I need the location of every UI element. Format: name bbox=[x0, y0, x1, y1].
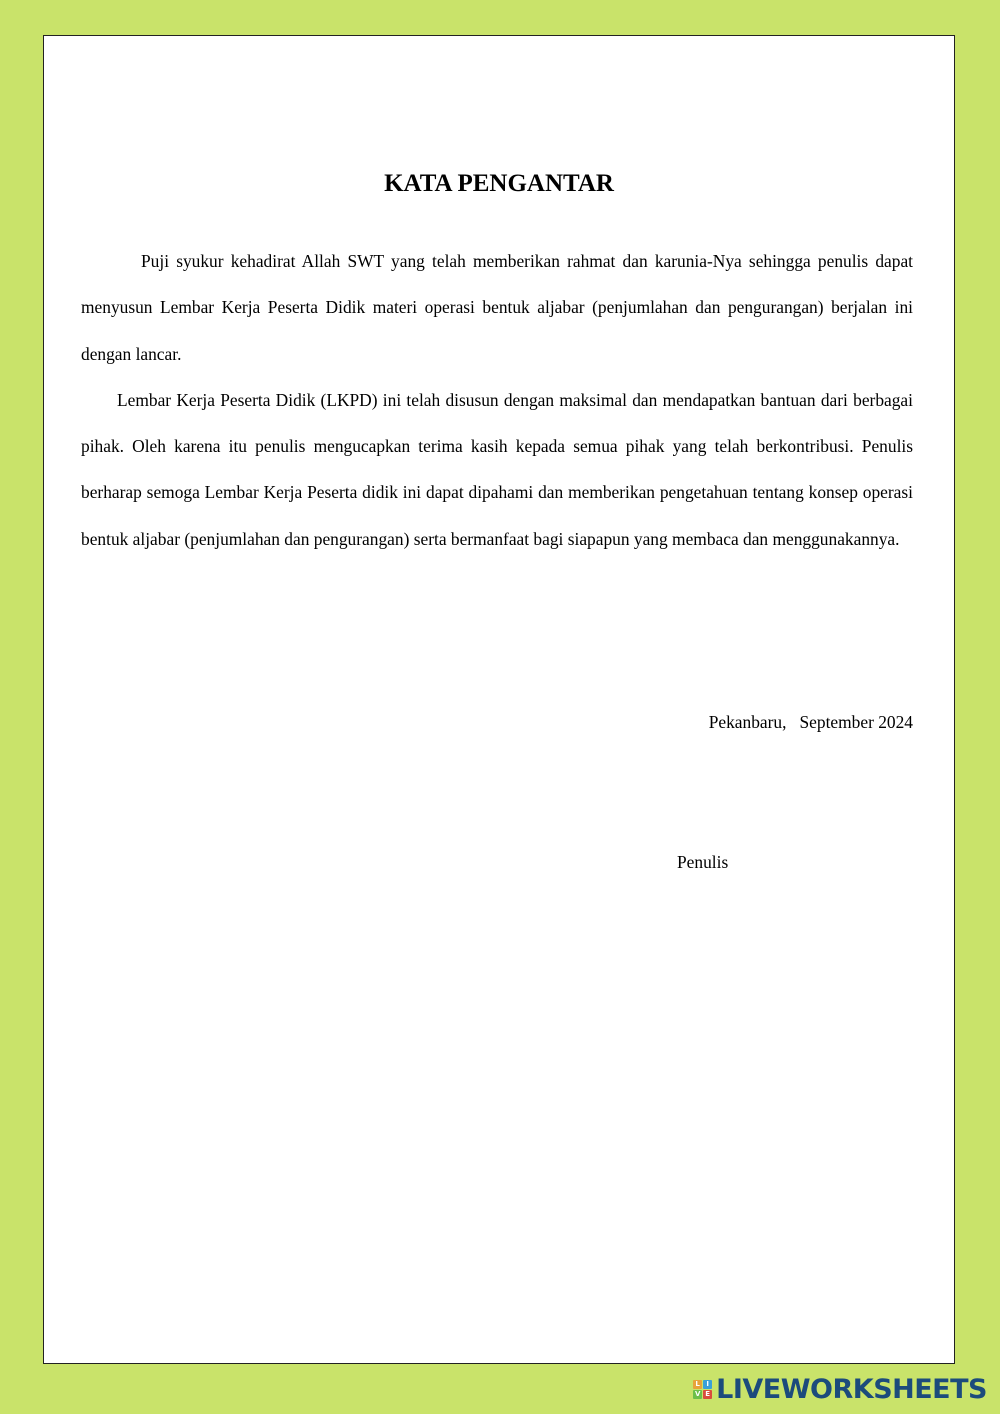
document-page bbox=[43, 35, 955, 1364]
body-text bbox=[81, 238, 913, 562]
logo-tile-e: E bbox=[703, 1390, 712, 1399]
liveworksheets-logo-icon bbox=[693, 1380, 712, 1399]
paragraph-2: Lembar Kerja Peserta Didik (LKPD) ini telah disusun dengan maksimal dan mendapatkan bantuan dari berbagai pihak. Oleh karena itu penulis mengucapkan terima kasih kepada semua pihak yang telah berkontribusi. Penulis berharap semoga Lembar Kerja Peserta didik ini dapat dipahami dan memberikan pengetahuan tentang konsep operasi bentuk aljabar (penjumlahan dan pengurangan) serta bermanfaat bagi siapapun yang membaca dan menggunakannya. bbox=[81, 389, 913, 549]
logo-tile-l: L bbox=[693, 1380, 702, 1389]
logo-tile-v: V bbox=[694, 1390, 701, 1398]
liveworksheets-brand[interactable] bbox=[693, 1374, 987, 1405]
page-title: KATA PENGANTAR bbox=[384, 170, 614, 197]
brand-name: LIVEWORKSHEETS bbox=[716, 1374, 987, 1405]
paragraph-1: Puji syukur kehadirat Allah SWT yang telah memberikan rahmat dan karunia-Nya sehingga penulis dapat menyusun Lembar Kerja Peserta Didik materi operasi bentuk aljabar (penjumlahan dan pengurangan) berjalan ini dengan lancar. bbox=[81, 251, 913, 364]
signer-name: Penulis bbox=[677, 852, 729, 872]
place-date: Pekanbaru, September 2024 bbox=[708, 712, 913, 732]
logo-tile-i: I bbox=[703, 1380, 712, 1389]
